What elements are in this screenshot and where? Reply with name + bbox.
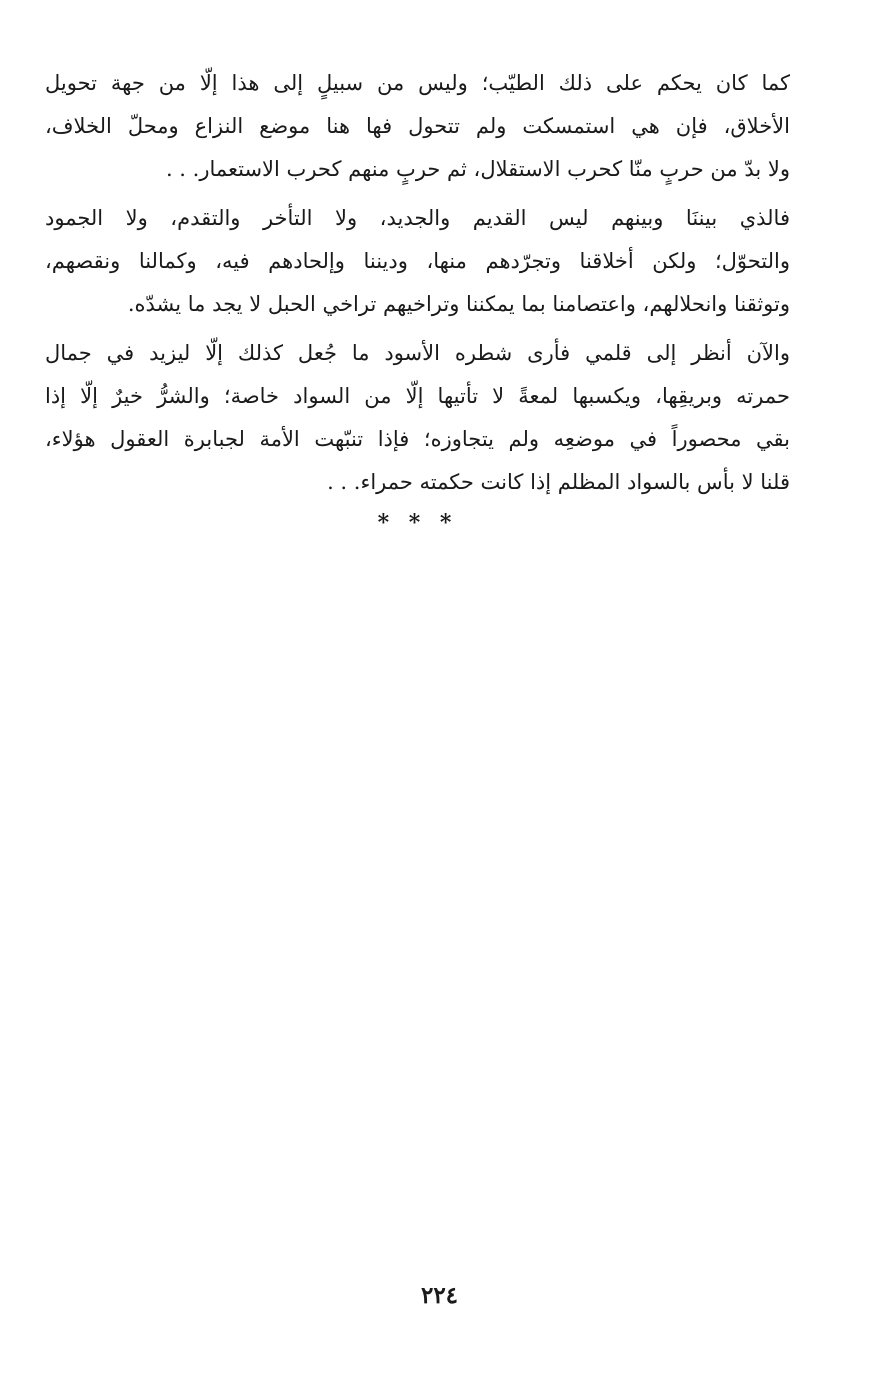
text-line: وتوثقنا وانحلالهم، واعتصامنا بما يمكننا وتراخيهم تراخي الحبل لا يجد ما يشدّه.: [127, 292, 790, 316]
text-line: والآن أنظر إلى قلمي فأرى شطره الأسود ما جُعل كذلك إلّا ليزيد في جمال: [45, 341, 790, 365]
text-line: قلنا لا بأس بالسواد المظلم إذا كانت حكمته حمراء. . .: [327, 470, 790, 494]
paragraph-3: [45, 332, 790, 504]
text-line: ولا بدّ من حربٍ منّا كحرب الاستقلال، ثم حربٍ منهم كحرب الاستعمار. . .: [165, 157, 790, 181]
paragraph-2: [45, 197, 790, 326]
paragraph-1: [45, 62, 790, 191]
text-line: والتحوّل؛ ولكن أخلاقنا وتجرّدهم منها، وديننا وإلحادهم فيه، وكمالنا ونقصهم،: [45, 249, 790, 273]
page-body: [45, 62, 790, 536]
text-line: كما كان يحكم على ذلك الطيّب؛ وليس من سبيلٍ إلى هذا إلّا من جهة تحويل: [45, 71, 790, 95]
text-line: فالذي بيننَا وبينهم ليس القديم والجديد، ولا التأخر والتقدم، ولا الجمود: [45, 206, 790, 230]
text-line: حمرته وبريقِها، ويكسبها لمعةً لا تأتيها إلّا من السواد خاصة؛ والشرُّ خيرٌ إلّا إذا: [45, 384, 790, 408]
page-number: ٢٢٤: [420, 1282, 459, 1309]
text-line: بقي محصوراً في موضعِه ولم يتجاوزه؛ فإذا تنبّهت الأمة لجبابرة العقول هؤلاء،: [45, 427, 790, 451]
section-separator: * * *: [377, 510, 458, 536]
text-line: الأخلاق، فإن هي استمسكت ولم تتحول فها هنا موضع النزاع ومحلّ الخلاف،: [45, 114, 790, 138]
